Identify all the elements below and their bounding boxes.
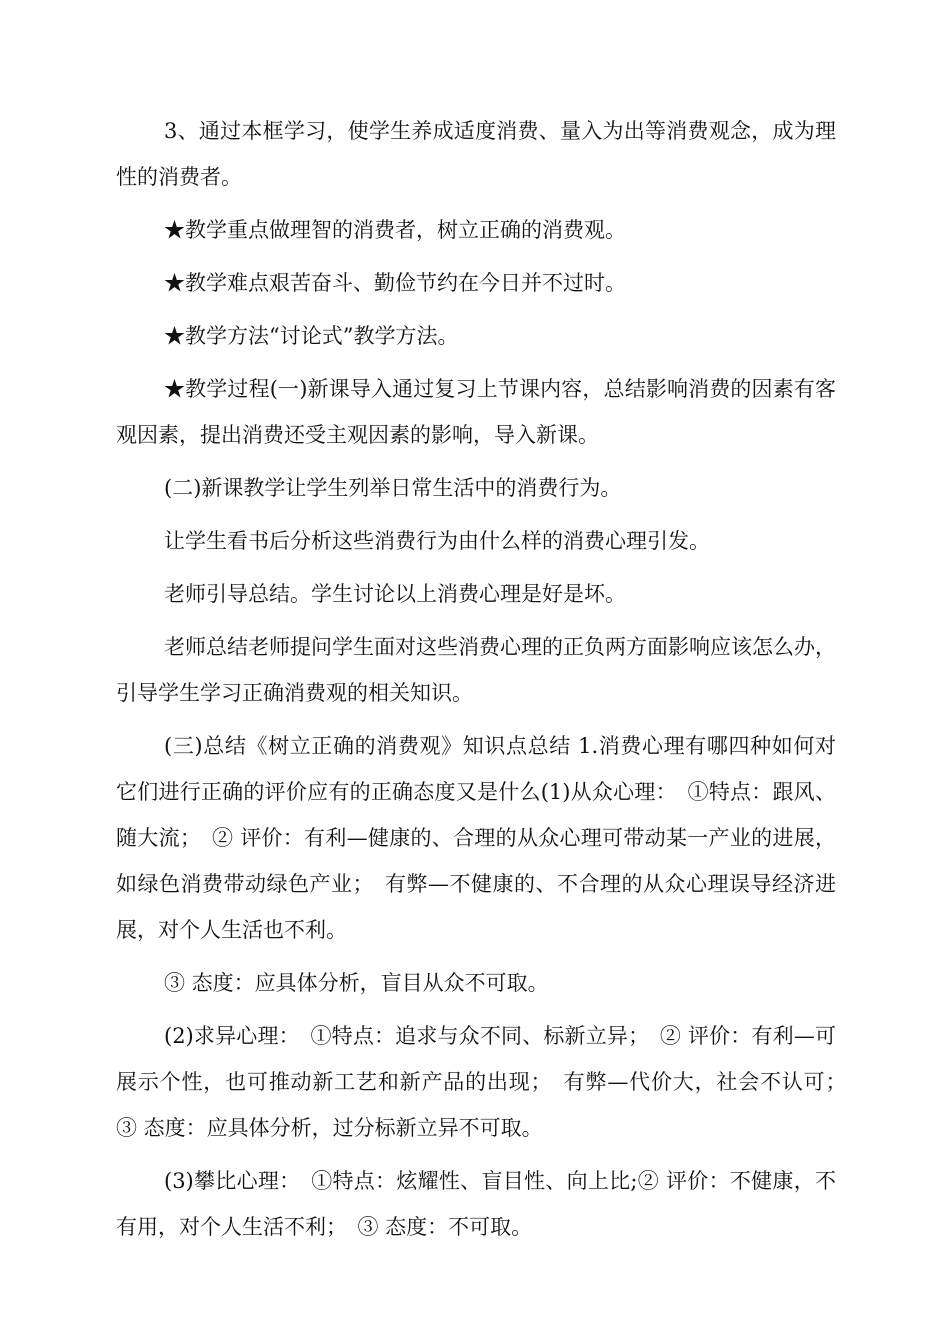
paragraph-goal-3: 3、通过本框学习，使学生养成适度消费、量入为出等消费观念，成为理性的消费者。 — [116, 119, 836, 189]
paragraph-teaching-process: ★教学过程(一)新课导入通过复习上节课内容，总结影响消费的因素有客观因素，提出消费还受主观因素的影响，导入新课。 — [116, 377, 836, 447]
document-body — [116, 108, 857, 1257]
paragraph-teacher-summary: 老师总结老师提问学生面对这些消费心理的正负两方面影响应该怎么办，引导学生学习正确消费观的相关知识。 — [116, 635, 836, 705]
paragraph-uniqueness-psychology: (2)求异心理： ①特点：追求与众不同、标新立异； ② 评价：有利—可展示个性，也可推动新工艺和新产品的出现； 有弊—代价大，社会不认可； ③ 态度：应具体分析，过分标新立异不可取。 — [116, 1024, 857, 1140]
paragraph-teaching-difficulty: ★教学难点艰苦奋斗、勤俭节约在今日并不过时。 — [164, 271, 626, 295]
paragraph-teaching-focus: ★教学重点做理智的消费者，树立正确的消费观。 — [164, 218, 626, 242]
paragraph-knowledge-summary: (三)总结《树立正确的消费观》知识点总结 1.消费心理有哪四种如何对它们进行正确的评价应有的正确态度又是什么(1)从众心理： ①特点：跟风、随大流； ② 评价：有利—健康的、合理的从众心理可带动某一产业的进展，如绿色消费带动绿色产业； 有弊—不健康的、不合理的从众心理误导经济进展，对个人生活也不利。 — [116, 734, 836, 942]
paragraph-analysis: 让学生看书后分析这些消费行为由什么样的消费心理引发。 — [164, 529, 710, 553]
paragraph-new-lesson: (二)新课教学让学生列举日常生活中的消费行为。 — [164, 476, 622, 500]
paragraph-comparison-psychology: (3)攀比心理： ①特点：炫耀性、盲目性、向上比;② 评价：不健康，不有用，对个人生活不利； ③ 态度：不可取。 — [116, 1169, 836, 1239]
paragraph-conformity-attitude: ③ 态度：应具体分析，盲目从众不可取。 — [164, 971, 549, 995]
paragraph-teaching-method: ★教学方法“讨论式”教学方法。 — [164, 324, 459, 348]
paragraph-teacher-guide: 老师引导总结。学生讨论以上消费心理是好是坏。 — [164, 582, 626, 606]
